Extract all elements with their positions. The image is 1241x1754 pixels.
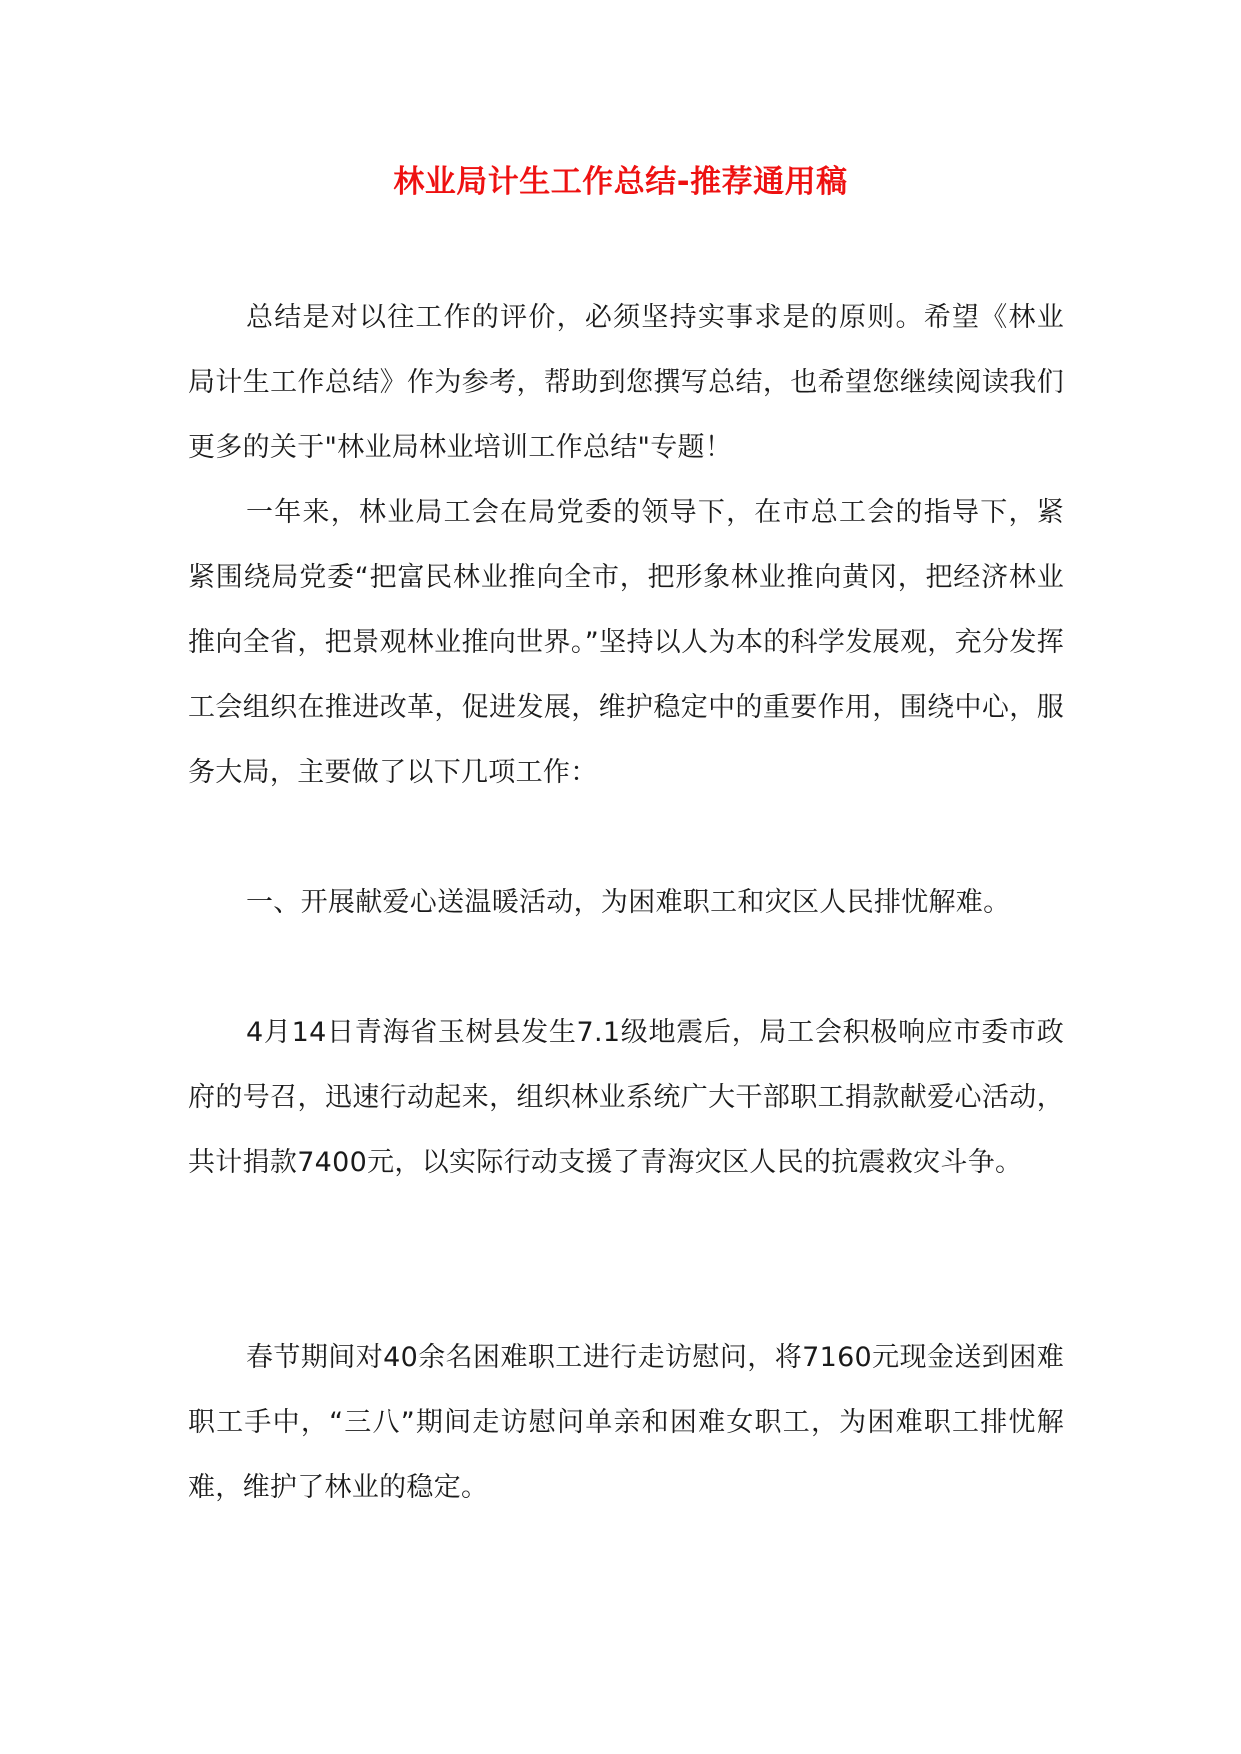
document-title: 林业局计生工作总结-推荐通用稿 [393, 164, 848, 200]
intro-paragraph: 总结是对以往工作的评价，必须坚持实事求是的原则。希望《林业局计生工作总结》作为参考，帮助到您撰写总结，也希望您继续阅读我们更多的关于"林业局林业培训工作总结"专题！ [188, 302, 1064, 463]
section-heading-1: 一、开展献爱心送温暖活动，为困难职工和灾区人民排忧解难。 [246, 887, 1011, 918]
spring-festival-visit-paragraph: 春节期间对40余名困难职工进行走访慰问，将7160元现金送到困难职工手中，“三八”期间走访慰问单亲和困难女职工，为困难职工排忧解难，维护了林业的稳定。 [188, 1342, 1064, 1503]
overview-paragraph: 一年来，林业局工会在局党委的领导下，在市总工会的指导下，紧紧围绕局党委“把富民林业推向全市，把形象林业推向黄冈，把经济林业推向全省，把景观林业推向世界。”坚持以人为本的科学发展观，充分发挥工会组织在推进改革，促进发展，维护稳定中的重要作用，围绕中心，服务大局，主要做了以下几项工作： [188, 497, 1064, 788]
earthquake-donation-paragraph: 4月14日青海省玉树县发生7.1级地震后，局工会积极响应市委市政府的号召，迅速行动起来，组织林业系统广大干部职工捐款献爱心活动，共计捐款7400元，以实际行动支援了青海灾区人民的抗震救灾斗争。 [188, 1017, 1064, 1178]
